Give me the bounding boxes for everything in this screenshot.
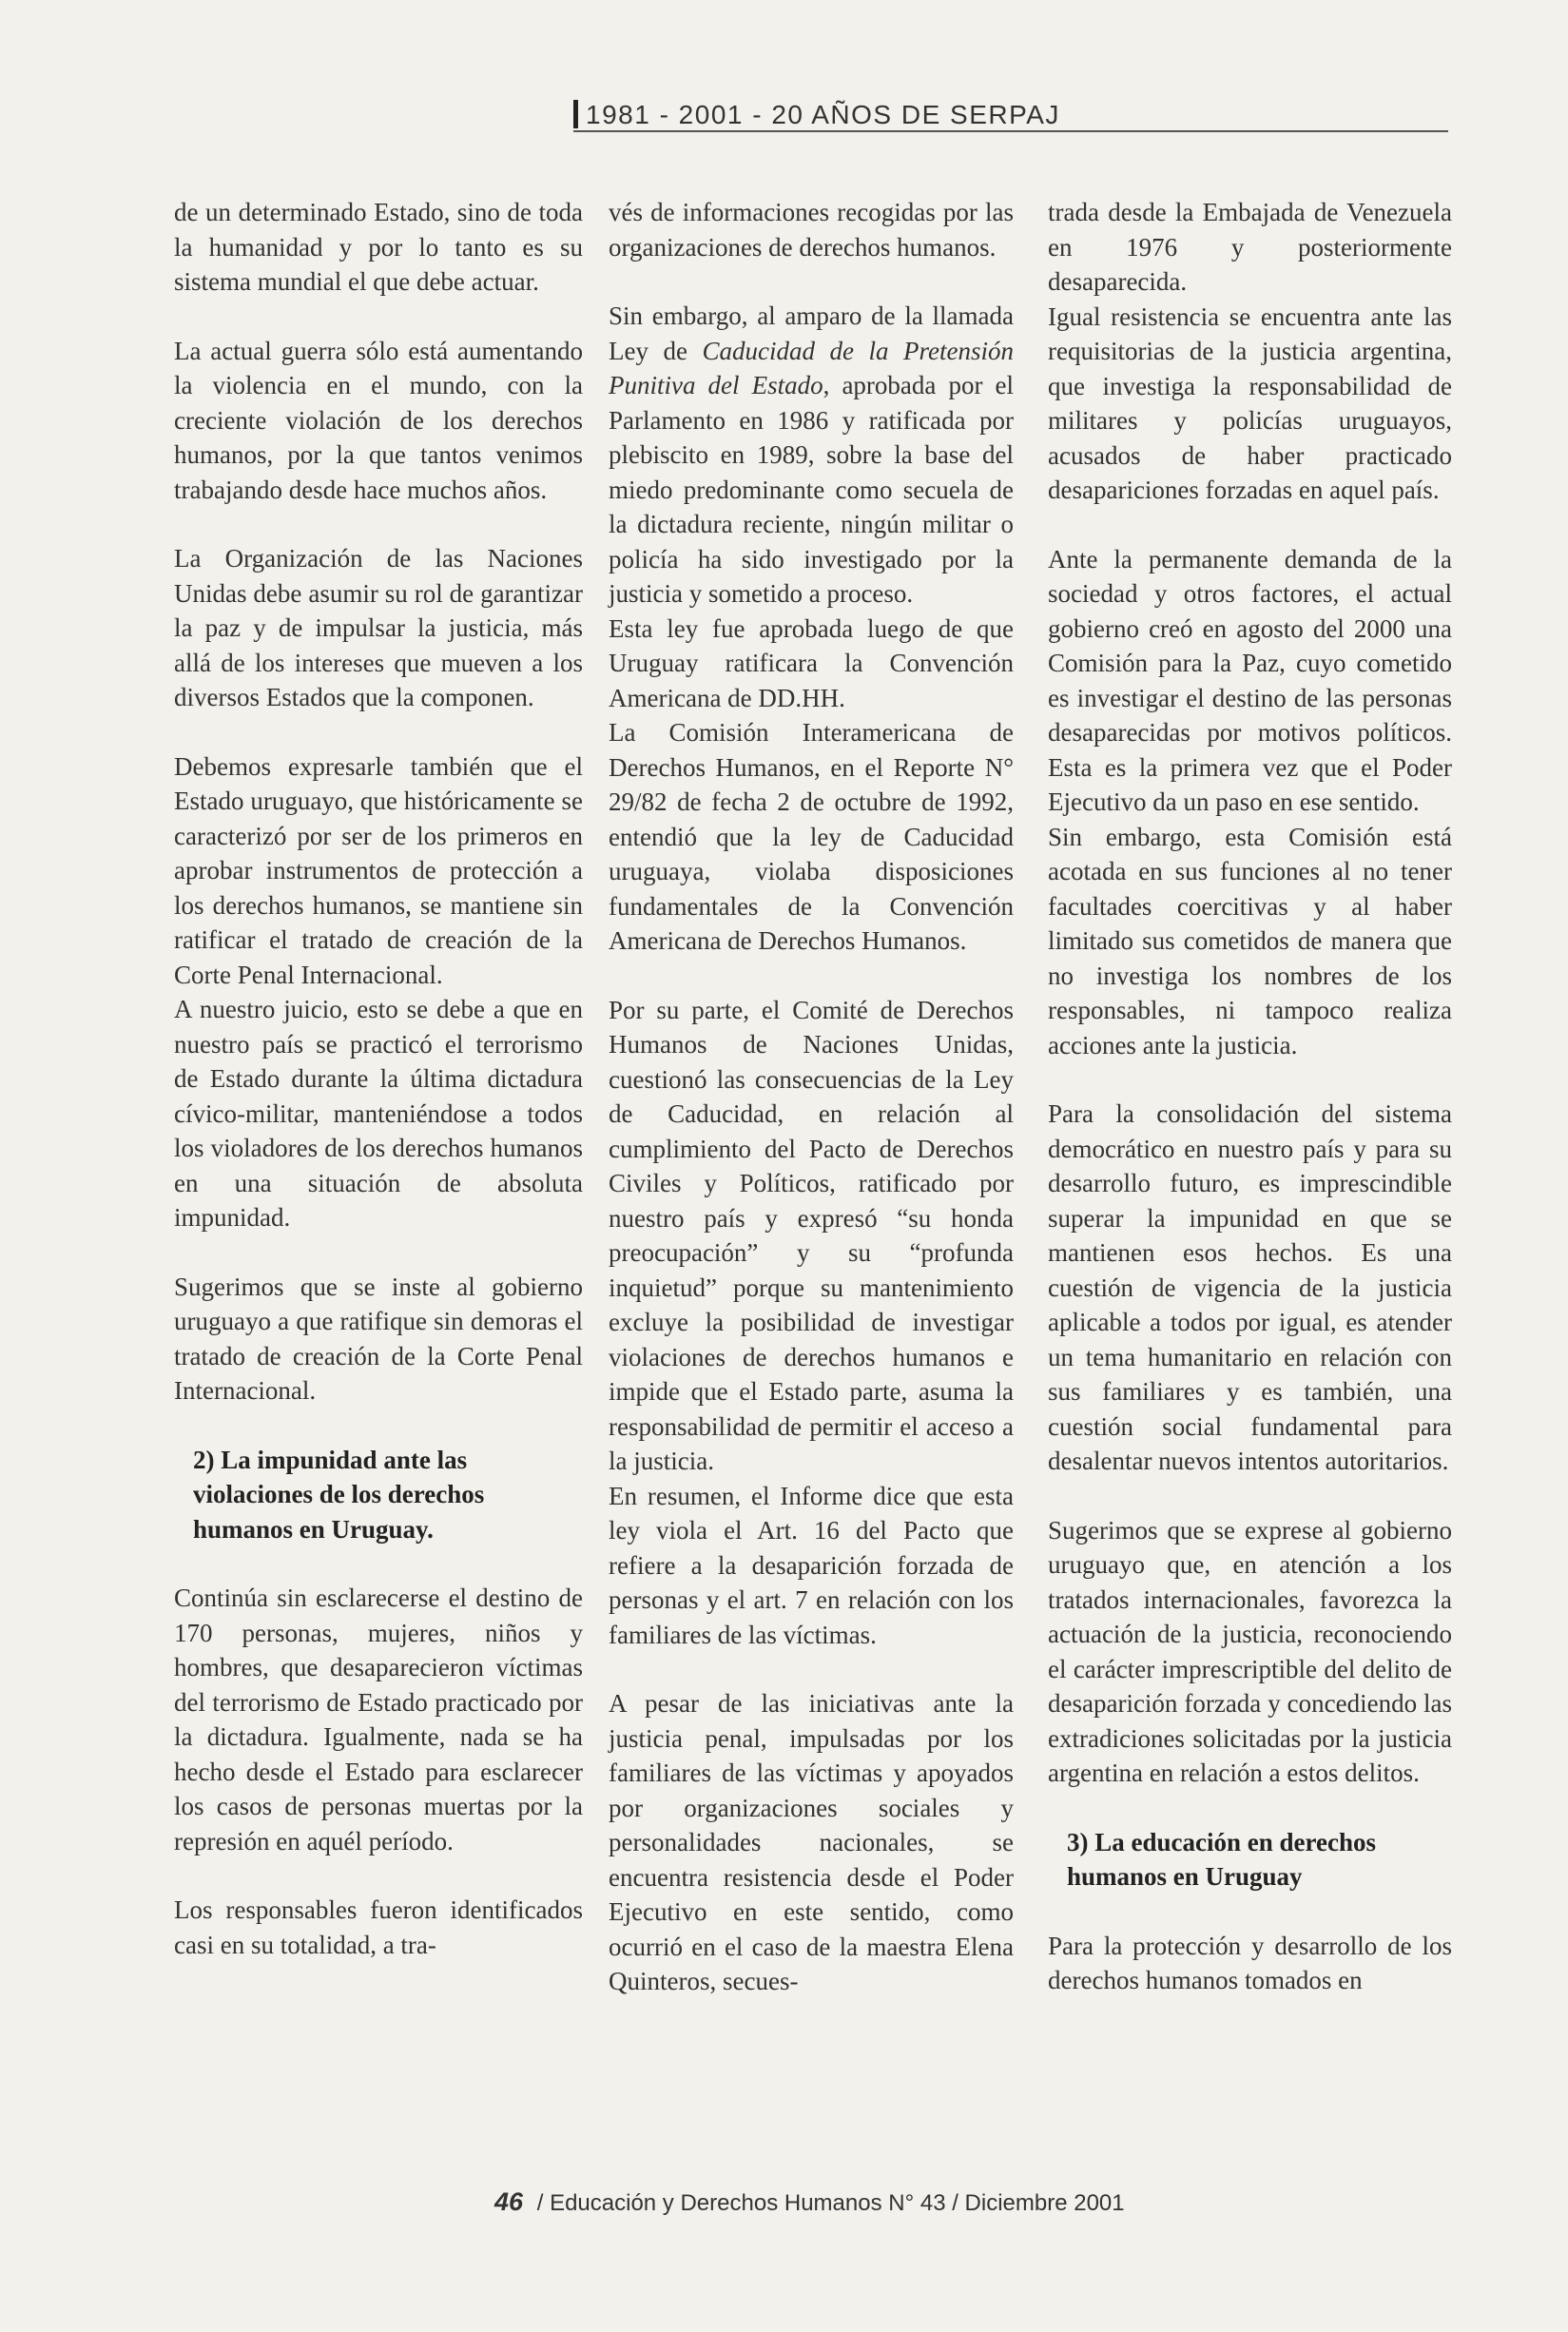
running-header <box>573 90 1448 132</box>
paragraph: La actual guerra sólo está aumentando la violencia en el mundo, con la creciente violación de los derechos humanos, por la que tantos venimos trabajando desde hace muchos años. <box>174 336 583 504</box>
paragraph: Para la consolidación del sistema democrático en nuestro país y para su desarrollo futuro, es imprescindible superar la impunidad en que se mantienen esos hechos. Es una cuestión de vigencia de la justicia aplicable a todos por igual, es atender un tema humanitario en relación con sus familiares y es también, una cuestión social fundamental para desalentar nuevos intentos autoritarios. <box>1048 1099 1452 1475</box>
paragraph: En resumen, el Informe dice que esta ley viola el Art. 16 del Pacto que refiere a la desaparición forzada de personas y el art. 7 en relación con los familiares de las víctimas. <box>609 1481 1014 1649</box>
column-3 <box>1048 195 1452 1998</box>
section-heading: 3) La educación en derechos humanos en Uruguay <box>1067 1827 1376 1891</box>
column-2 <box>609 195 1014 1999</box>
paragraph: Esta ley fue aprobada luego de que Uruguay ratificara la Convención Americana de DD.HH. <box>609 613 1014 712</box>
paragraph: Por su parte, el Comité de Derechos Humanos de Naciones Unidas, cuestionó las consecuencias de la Ley de Caducidad, en relación al cumplimiento del Pacto de Derechos Civiles y Políticos, ratificado por nuestro país y expresó “su honda preocupación” y su “profunda inquietud” porque su mantenimiento excluye la posibilidad de investigar violaciones de derechos humanos e impide que el Estado parte, asuma la responsabilidad de permitir el acceso a la justicia. <box>609 995 1014 1475</box>
paragraph: Debemos expresarle también que el Estado uruguayo, que históricamente se caracterizó por ser de los primeros en aprobar instrumentos de protección a los derechos humanos, se mantiene sin ratificar el tratado de creación de la Corte Penal Internacional. <box>174 751 583 989</box>
running-title: 1981 - 2001 - 20 AÑOS DE SERPAJ <box>586 100 1060 129</box>
paragraph: Sugerimos que se exprese al gobierno uruguayo que, en atención a los tratados internacionales, favorezca la actuación de la justicia, reconociendo el carácter imprescriptible del delito de desaparición forzada y concediendo las extradiciones solicitadas por la justicia argentina en relación a estos delitos. <box>1048 1515 1452 1787</box>
paragraph: Igual resistencia se encuentra ante las requisitorias de la justicia argentina, que investiga la responsabilidad de militares y policías uruguayos, acusados de haber practicado desapariciones forzadas en aquel país. <box>1048 301 1452 504</box>
paragraph: Sugerimos que se inste al gobierno uruguayo a que ratifique sin demoras el tratado de creación de la Corte Penal Internacional. <box>174 1272 583 1405</box>
text-run: , aprobada por el Parlamento en 1986 y ratificada por plebiscito en 1989, sobre la base del miedo predominante como secuela de la dictadura reciente, ningún militar o policía ha sido investigado por la justicia y sometido a proceso. <box>609 371 1015 608</box>
column-1 <box>174 195 583 1962</box>
section-heading: 2) La impunidad ante las violaciones de los derechos humanos en Uruguay. <box>193 1445 485 1544</box>
paragraph: Continúa sin esclarecerse el destino de 170 personas, mujeres, niños y hombres, que desaparecieron víctimas del terrorismo de Estado practicado por la dictadura. Igualmente, nada se ha hecho desde el Estado para esclarecer los casos de personas muertas por la represión en aquél período. <box>174 1584 583 1856</box>
footer-separator: / <box>536 2190 544 2216</box>
header-rule-mark <box>573 100 578 128</box>
paragraph: Los responsables fueron identificados casi en su totalidad, a tra- <box>174 1895 583 1959</box>
paragraph: Ante la permanente demanda de la sociedad y otros factores, el actual gobierno creó en agosto del 2000 una Comisión para la Paz, cuyo cometido es investigar el destino de las personas desaparecidas por motivos políticos. Esta es la primera vez que el Poder Ejecutivo da un paso en ese sentido. <box>1048 544 1452 816</box>
paragraph: vés de informaciones recogidas por las organizaciones de derechos humanos. <box>609 198 1014 262</box>
law-title: Caducidad de la Pretensión Punitiva del Estado <box>609 336 1014 399</box>
paragraph: La Organización de las Naciones Unidas debe asumir su rol de garantizar la paz y de impulsar la justicia, más allá de los intereses que mueven a los diversos Estados que la componen. <box>174 544 583 711</box>
page-footer <box>494 2187 1160 2217</box>
paragraph <box>609 299 1014 612</box>
paragraph: A pesar de las iniciativas ante la justicia penal, impulsadas por los familiares de las víctimas y apoyados por organizaciones sociales y personalidades nacionales, se encuentra resistencia desde el Poder Ejecutivo en este sentido, como ocurrió en el caso de la maestra Elena Quinteros, secues- <box>609 1689 1014 1995</box>
paragraph: Para la protección y desarrollo de los derechos humanos tomados en <box>1048 1931 1452 1994</box>
paragraph: Sin embargo, esta Comisión está acotada en sus funciones al no tener facultades coercitivas y al haber limitado sus cometidos de manera que no investiga los nombres de los responsables, ni tampoco realiza acciones ante la justicia. <box>1048 822 1452 1059</box>
paragraph: A nuestro juicio, esto se debe a que en nuestro país se practicó el terrorismo de Estado durante la última dictadura cívico-militar, manteniéndose a todos los violadores de los derechos humanos en una situación de absoluta impunidad. <box>174 995 583 1232</box>
paragraph: trada desde la Embajada de Venezuela en 1976 y posteriormente desaparecida. <box>1048 198 1452 296</box>
paragraph: La Comisión Interamericana de Derechos Humanos, en el Reporte N° 29/82 de fecha 2 de octubre de 1992, entendió que la ley de Caducidad uruguaya, violaba disposiciones fundamentales de la Convención Americana de Derechos Humanos. <box>609 718 1014 955</box>
publication-info: Educación y Derechos Humanos N° 43 / Diciembre 2001 <box>550 2190 1125 2216</box>
paragraph: de un determinado Estado, sino de toda la humanidad y por lo tanto es su sistema mundial el que debe actuar. <box>174 198 583 296</box>
page-number: 46 <box>494 2187 524 2216</box>
text-run: Sin embargo, al amparo de la llamada Ley de <box>609 301 1014 365</box>
